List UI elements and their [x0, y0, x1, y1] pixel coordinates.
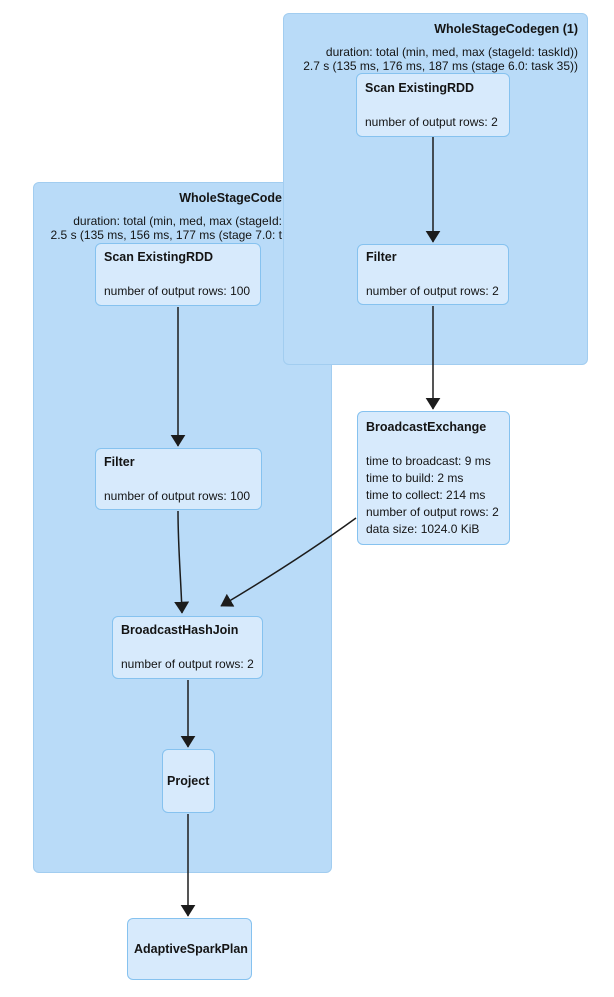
- node-metric: number of output rows: 2: [365, 114, 498, 129]
- node-metric: time to build: 2 ms: [366, 470, 464, 485]
- node-metric: time to broadcast: 9 ms: [366, 453, 491, 468]
- node-gap: [366, 436, 501, 453]
- node-title: Scan ExistingRDD: [104, 250, 214, 264]
- cluster-duration: [303, 46, 578, 73]
- node-filter-2[interactable]: [95, 448, 262, 510]
- node-broadcast-hash-join[interactable]: [112, 616, 263, 679]
- node-filter-1[interactable]: [357, 244, 509, 305]
- node-metric: number of output rows: 100: [104, 488, 251, 503]
- cluster-wholestagecodegen-1[interactable]: [283, 13, 588, 365]
- node-gap: [365, 97, 501, 114]
- node-title: Project: [167, 773, 210, 788]
- cluster-label: [303, 21, 578, 73]
- node-title: BroadcastHashJoin: [121, 623, 239, 637]
- node-metric: number of output rows: 2: [366, 504, 499, 519]
- node-metric: number of output rows: 100: [104, 284, 251, 298]
- node-title: Scan ExistingRDD: [365, 80, 475, 95]
- node-title: AdaptiveSparkPlan: [134, 941, 248, 956]
- duration-label: duration: total (min, med, max (stageId:: [73, 214, 282, 228]
- node-adaptive-spark-plan[interactable]: [127, 918, 252, 980]
- duration-value: 2.5 s (135 ms, 156 ms, 177 ms (stage 7.0: t: [50, 227, 282, 242]
- cluster-label: [51, 190, 282, 242]
- node-scan-existingrdd-1[interactable]: [356, 73, 510, 137]
- cluster-title: WholeStageCode: [179, 191, 282, 205]
- cluster-title: WholeStageCodegen (1): [434, 22, 578, 36]
- node-metric: data size: 1024.0 KiB: [366, 521, 480, 536]
- node-gap: [366, 266, 500, 283]
- node-scan-existingrdd-2[interactable]: [95, 243, 261, 306]
- node-title: Filter: [104, 454, 135, 469]
- node-gap: [121, 639, 254, 656]
- node-title: BroadcastExchange: [366, 419, 487, 434]
- node-metric: number of output rows: 2: [366, 284, 499, 298]
- node-gap: [104, 471, 253, 488]
- duration-label: duration: total (min, med, max (stageId: taskId)): [325, 45, 578, 59]
- cluster-duration: [51, 215, 282, 242]
- node-broadcast-exchange[interactable]: [357, 411, 510, 545]
- node-project[interactable]: [162, 749, 215, 813]
- node-metric: number of output rows: 2: [121, 657, 254, 671]
- node-gap: [104, 266, 252, 283]
- duration-value: 2.7 s (135 ms, 176 ms, 187 ms (stage 6.0: task 35)): [303, 58, 578, 73]
- node-metric: time to collect: 214 ms: [366, 487, 486, 502]
- node-title: Filter: [366, 250, 397, 264]
